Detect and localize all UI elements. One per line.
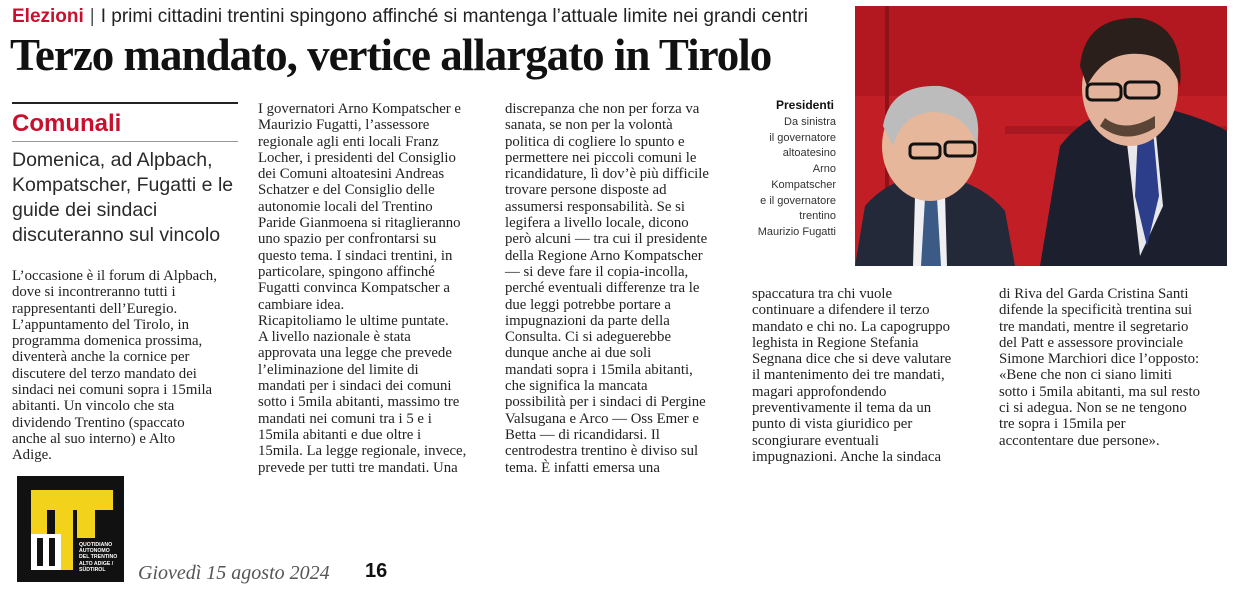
text-line: preventivamente il tema da un: [752, 400, 932, 417]
text-line: difende la specificità trentina sui: [999, 302, 1193, 319]
text-line: Ricapitoliamo le ultime puntate.: [258, 312, 449, 329]
text-line: I governatori Arno Kompatscher e: [258, 101, 461, 117]
tagline-line: ALTO ADIGE /: [79, 560, 114, 567]
text-line: Paride Gianmoena si ritaglieranno: [258, 215, 461, 232]
text-line: sanata, se non per la volontà: [505, 117, 673, 134]
text-line: mandati nei comuni tra i 5 e i: [258, 410, 432, 427]
page-number: 16: [365, 560, 388, 582]
photo: [855, 6, 1227, 266]
text-line: prevede per tutti tre mandati. Una: [258, 459, 458, 476]
caption-line: altoatesino: [782, 147, 836, 160]
text-line: approvata una legge che prevede: [258, 345, 452, 362]
text-line: sindaci nei comuni sopra i 15mila: [12, 382, 213, 399]
text-line: tre mandati, mentre il segretario: [999, 318, 1189, 335]
text-line: particolare, spingono affinché: [258, 263, 435, 280]
text-line: Locher, i presidenti del Consiglio: [258, 149, 456, 166]
text-line: cambiare idea.: [258, 296, 345, 313]
text-line: regionale agli enti locali Franz: [258, 133, 439, 150]
text-line: scongiurare eventuali: [752, 432, 879, 449]
text-line: che significa la mancata: [505, 378, 648, 395]
text-line: discrepanza che non per forza va: [505, 101, 700, 117]
article-column-1: [12, 268, 244, 464]
text-line: centrodestra trentino è diviso sul: [505, 443, 699, 460]
tagline-line: QUOTIDIANO: [79, 542, 113, 548]
text-line: dunque anche ai due soli: [505, 345, 652, 362]
text-line: leghista in Regione Stefania: [752, 334, 919, 351]
text-line: continuare a difendere il terzo: [752, 302, 930, 319]
kicker-separator: |: [89, 6, 95, 27]
text-line: permettere nei piccoli comuni le: [505, 149, 697, 166]
text-line: rappresentanti dell’Euregio.: [12, 300, 178, 317]
headline: Terzo mandato, vertice allargato in Tirolo: [10, 30, 772, 80]
text-line: Consulta. Ci si adeguerebbe: [505, 329, 672, 346]
text-line: perché eventuali differenze tra le: [505, 280, 700, 297]
text-line: possibilità per i sindaci di Pergine: [505, 394, 706, 411]
text-line: Segnana dice che si deve valutare: [752, 351, 952, 368]
sidebar-label: Comunali: [12, 110, 122, 137]
text-line: trovare persone disposte ad: [505, 182, 667, 199]
text-line: di Riva del Garda Cristina Santi: [999, 286, 1189, 302]
article-column-2: [258, 101, 490, 476]
text-line: punto di vista giuridico per: [752, 416, 913, 433]
text-line: impugnazioni. Anche la sindaca: [752, 448, 942, 465]
text-line: A livello nazionale è stata: [258, 329, 411, 346]
text-line: mandati per i sindaci dei comuni: [258, 378, 452, 395]
text-line: però alcuni — tra cui il presidente: [505, 231, 708, 248]
text-line: 15mila abitanti e due oltre i: [258, 426, 422, 443]
text-line: Maurizio Fugatti, l’assessore: [258, 117, 430, 134]
sidebar-top-rule: [12, 102, 238, 104]
text-line: Adige.: [12, 447, 52, 464]
text-line: Betta — di ricandidarsi. Il: [505, 426, 660, 443]
text-line: l’eliminazione del limite di: [258, 361, 419, 378]
text-line: dividendo Trentino (spaccato: [12, 414, 185, 431]
caption-line: e il governatore: [760, 194, 836, 207]
text-line: — si deve fare il copia-incolla,: [505, 263, 689, 280]
text-line: Fugatti convinca Kompatscher a: [258, 280, 450, 297]
text-line: ci si adegua. Non se ne tengono: [999, 400, 1187, 417]
text-line: assumersi responsabilità. Se si: [505, 198, 686, 215]
logo-tagline: [79, 542, 117, 573]
text-line: programma domenica prossima,: [12, 333, 203, 350]
text-line: ricandidature, lì dov’è più difficile: [505, 166, 709, 183]
newspaper-logo: [17, 476, 124, 582]
text-line: politica di cogliere lo spunto e: [505, 133, 685, 150]
text-line: spaccatura tra chi vuole: [752, 286, 893, 302]
text-line: della Regione Arno Kompatscher: [505, 247, 703, 264]
text-line: abitanti. Un vincolo che sta: [12, 398, 175, 415]
text-line: diventerà anche la cornice per: [12, 349, 190, 366]
text-line: L’occasione è il forum di Alpbach,: [12, 268, 217, 284]
text-line: magari approfondendo: [752, 383, 887, 400]
caption-line: il governatore: [769, 131, 836, 144]
text-line: autonomie locali del Trentino: [258, 198, 433, 215]
tagline-line: SÜDTIROL: [79, 566, 106, 573]
kicker: [12, 4, 808, 30]
text-line: L’appuntamento del Tirolo, in: [12, 316, 190, 333]
issue-date: Giovedì 15 agosto 2024: [138, 562, 330, 584]
text-line: anche al suo interno) e Alto: [12, 430, 176, 447]
text-line: dei Comuni altoatesini Andreas: [258, 166, 445, 183]
section-label: Elezioni: [12, 6, 84, 27]
article-column-3: [505, 101, 737, 476]
text-line: tema. È infatti emersa una: [505, 459, 660, 476]
text-line: accontentare due persone».: [999, 432, 1160, 449]
text-line: legifera a livello locale, dicono: [505, 215, 689, 232]
text-line: tre sopra i 15mila per: [999, 416, 1126, 433]
text-line: sotto i 5mila abitanti, massimo tre: [258, 394, 460, 411]
article-column-5: [999, 286, 1231, 449]
text-line: del Patt e assessore provinciale: [999, 334, 1184, 351]
text-line: 15mila. La legge regionale, invece,: [258, 443, 467, 460]
text-line: due leggi potrebbe portare a: [505, 296, 671, 313]
kicker-text: I primi cittadini trentini spingono affinché si mantenga l’attuale limite nei grandi centri: [100, 6, 808, 27]
caption-line: trentino: [799, 210, 836, 223]
text-line: Valsugana e Arco — Oss Emer e: [505, 410, 699, 427]
text-line: questo tema. I sindaci trentini, in: [258, 247, 453, 264]
text-line: uno spazio per confrontarsi su: [258, 231, 437, 248]
photo-caption: [752, 115, 836, 241]
text-line: Schatzer e del Consiglio delle: [258, 182, 435, 199]
text-line: discutere del terzo mandato dei: [12, 365, 197, 382]
tagline-line: DEL TRENTINO: [79, 554, 118, 561]
caption-line: Arno: [812, 163, 836, 176]
text-line: mandato e chi no. La capogruppo: [752, 318, 951, 335]
article-column-4: [752, 286, 984, 465]
tagline-line: AUTONOMO: [79, 548, 110, 555]
caption-line: Da sinistra: [784, 116, 836, 128]
text-line: dove si incontreranno tutti i: [12, 284, 176, 301]
caption-line: Maurizio Fugatti: [757, 225, 836, 238]
sidebar-deck: Domenica, ad Alpbach, Kompatscher, Fugatti e le guide dei sindaci discuteranno sul vincolo: [12, 149, 234, 246]
text-line: il mantenimento dei tre mandati,: [752, 367, 945, 384]
text-line: impugnazioni da parte della: [505, 312, 670, 329]
caption-line: Kompatscher: [771, 178, 836, 191]
sidebar-divider: [12, 141, 238, 142]
text-line: sotto i 5mila abitanti, ma sul resto: [999, 383, 1200, 400]
text-line: Simone Marchiori dice l’opposto:: [999, 351, 1200, 368]
caption-title: Presidenti: [776, 98, 835, 112]
text-line: mandati sopra i 15mila abitanti,: [505, 361, 693, 378]
text-line: «Bene che non ci siano limiti: [999, 367, 1173, 384]
